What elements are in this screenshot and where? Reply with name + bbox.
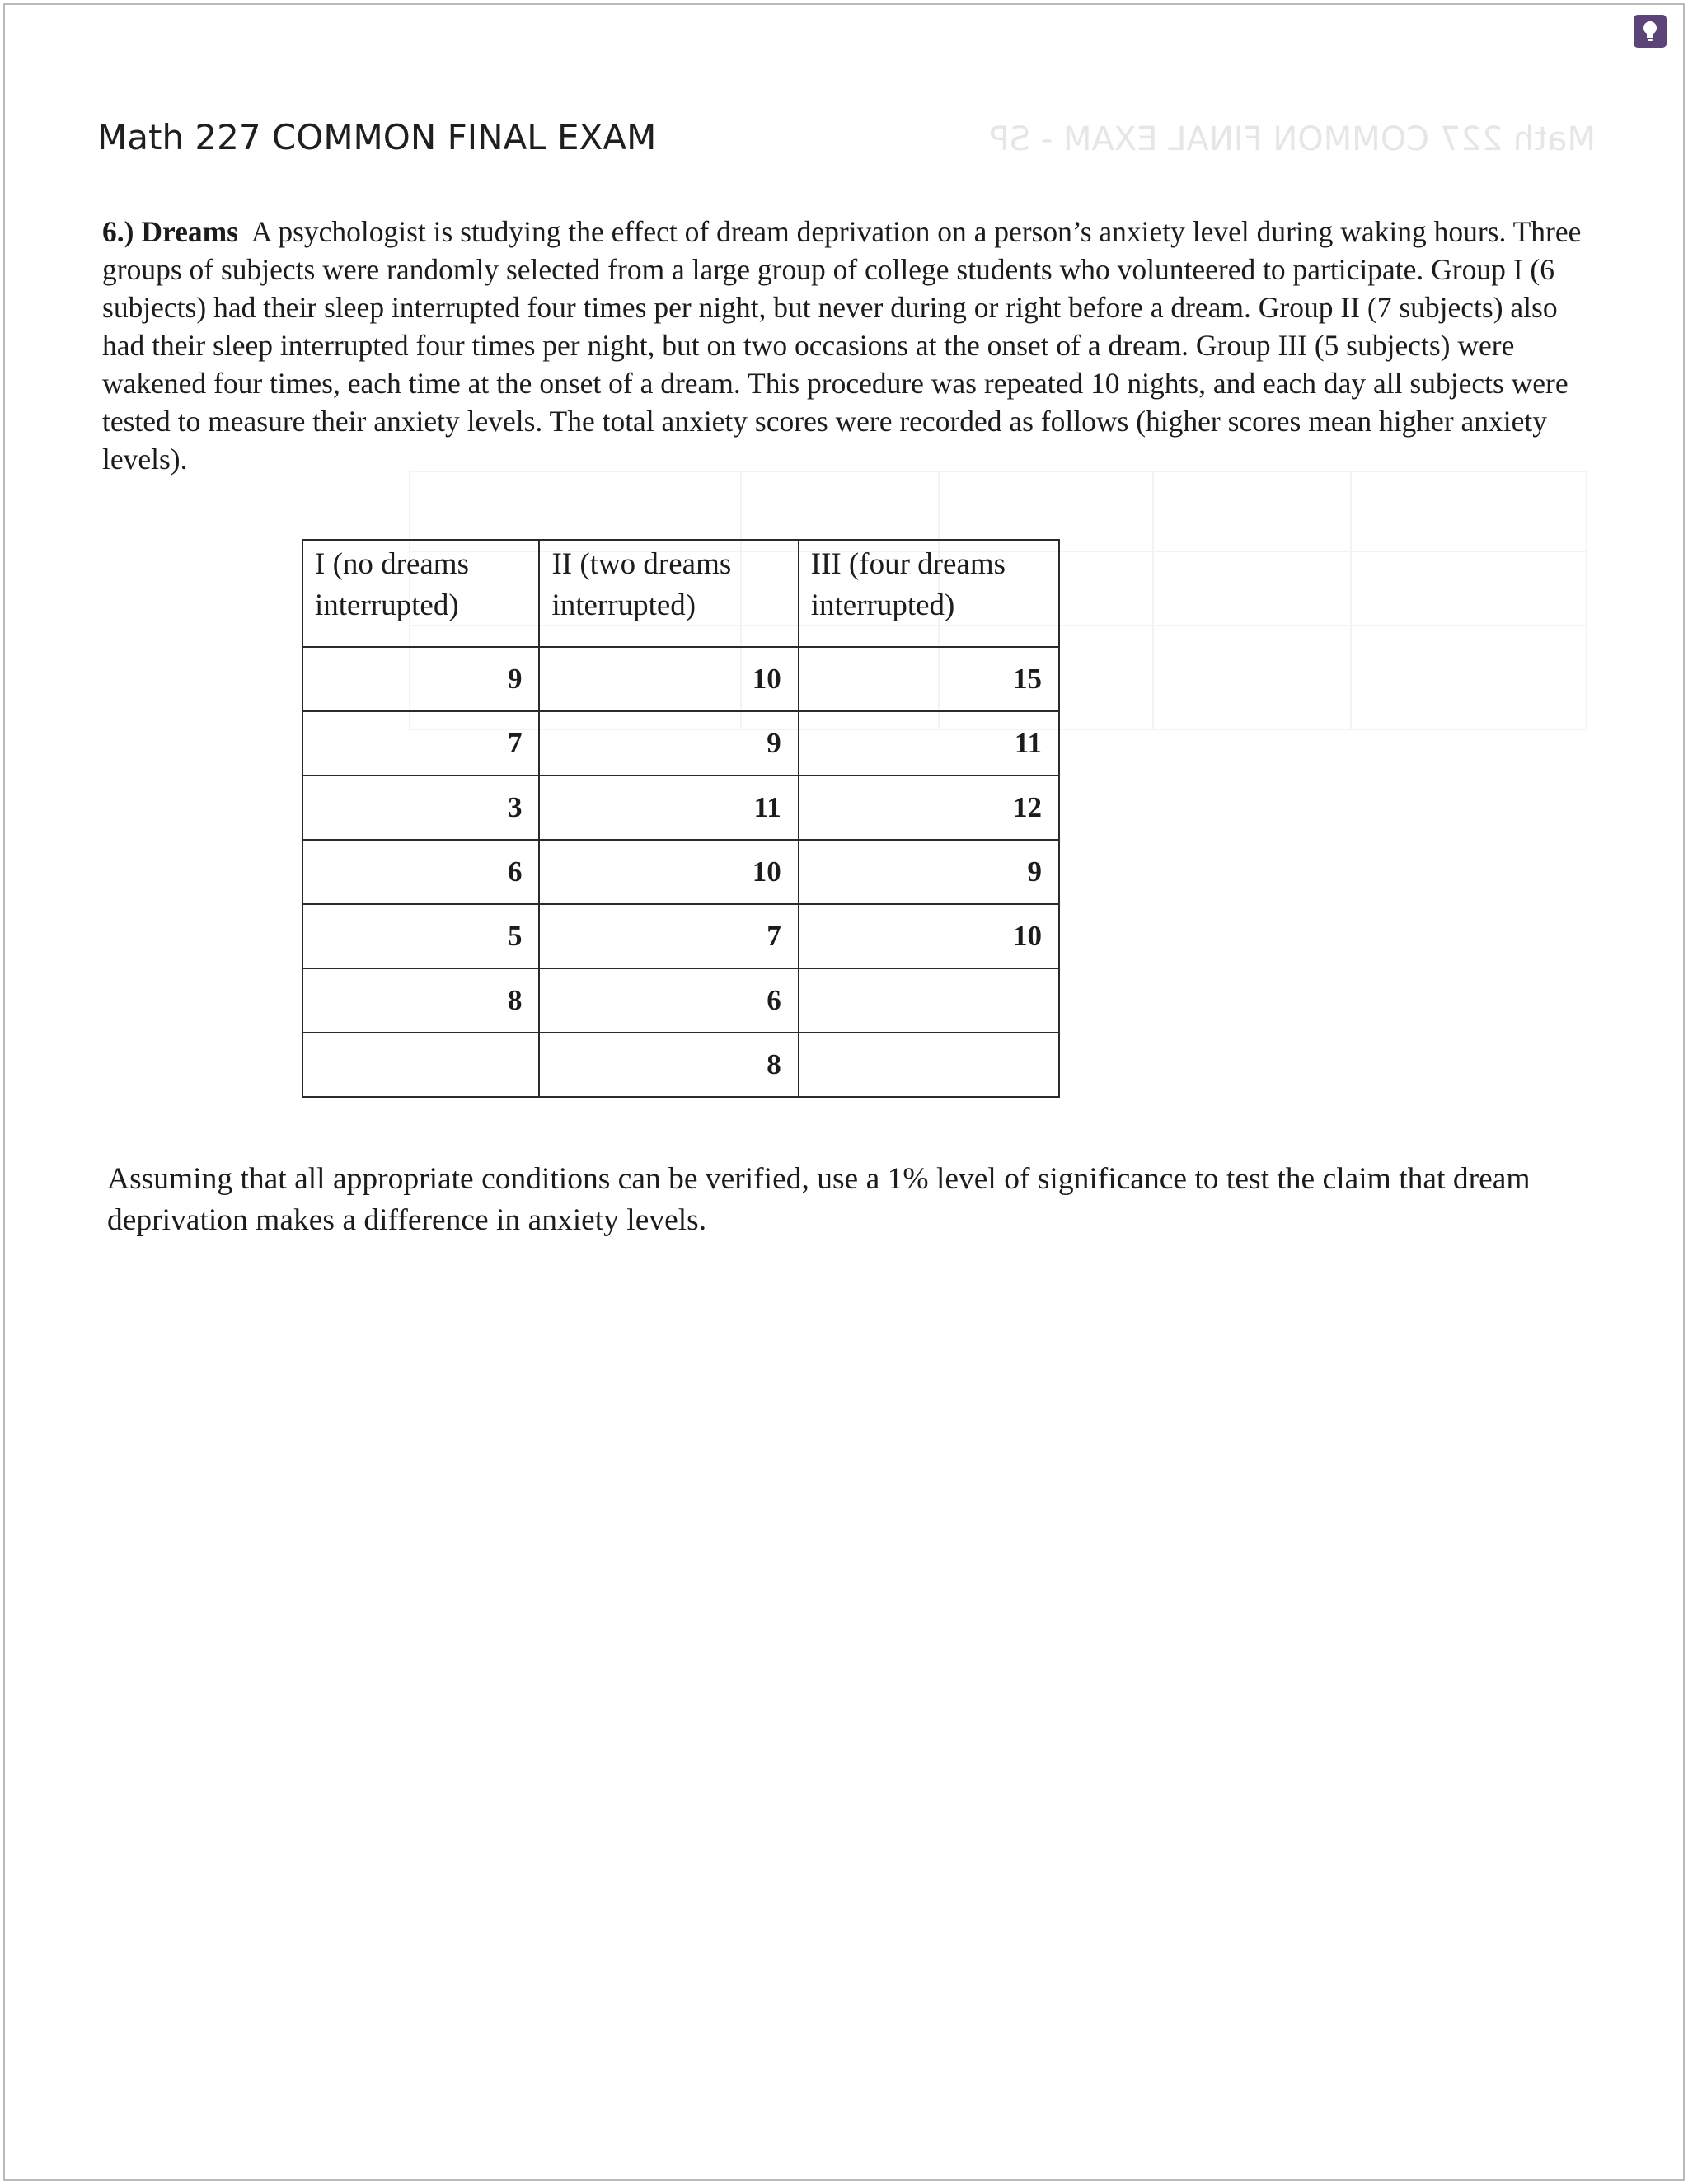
table-cell <box>302 1033 539 1097</box>
column-header: II (two dreams interrupted) <box>539 540 798 647</box>
table-cell: 8 <box>539 1033 798 1097</box>
bleed-through-header: Math 227 COMMON FINAL EXAM - SP <box>989 120 1596 158</box>
table-row <box>302 711 1059 776</box>
table-cell: 11 <box>539 776 798 840</box>
table-cell: 10 <box>539 840 798 904</box>
column-header: I (no dreams interrupted) <box>302 540 539 647</box>
problem-number-title: 6.) Dreams <box>102 215 238 248</box>
table-cell: 11 <box>799 711 1059 776</box>
table-cell: 8 <box>302 968 539 1033</box>
problem-statement <box>102 213 1602 478</box>
table-cell: 9 <box>799 840 1059 904</box>
column-header: III (four dreams interrupted) <box>799 540 1059 647</box>
table-cell <box>799 968 1059 1033</box>
table-cell: 6 <box>539 968 798 1033</box>
table-cell: 9 <box>302 647 539 711</box>
table-cell: 5 <box>302 904 539 968</box>
lightbulb-icon <box>1640 20 1660 43</box>
table-row <box>302 904 1059 968</box>
table-cell <box>799 1033 1059 1097</box>
table-cell: 10 <box>799 904 1059 968</box>
table-row <box>302 840 1059 904</box>
table-cell: 9 <box>539 711 798 776</box>
table-cell: 10 <box>539 647 798 711</box>
hint-button[interactable] <box>1634 15 1667 48</box>
table-header-row <box>302 540 1059 647</box>
exam-title: Math 227 COMMON FINAL EXAM <box>97 117 657 157</box>
table-cell: 7 <box>539 904 798 968</box>
table-row <box>302 647 1059 711</box>
table-cell: 6 <box>302 840 539 904</box>
question-prompt: Assuming that all appropriate conditions can be verified, use a 1% level of significance to test the claim that dream deprivation makes a difference in anxiety levels. <box>107 1162 1531 1237</box>
table-row <box>302 968 1059 1033</box>
anxiety-scores-table <box>302 539 1060 1098</box>
exam-page <box>3 3 1685 2181</box>
table-cell: 7 <box>302 711 539 776</box>
table-cell: 12 <box>799 776 1059 840</box>
table-cell: 15 <box>799 647 1059 711</box>
table-row <box>302 776 1059 840</box>
table-cell: 3 <box>302 776 539 840</box>
problem-text: A psychologist is studying the effect of dream deprivation on a person’s anxiety level during waking hours. Three groups of subjects were randomly selected from a large group of college students who volunteered to participate. Group I (6 subjects) had their sleep interrupted four times per night, but never during or right before a dream. Group II (7 subjects) also had their sleep interrupted four times per night, but on two occasions at the onset of a dream. Group III (5 subjects) were wakened four times, each time at the onset of a dream. This procedure was repeated 10 nights, and each day all subjects were tested to measure their anxiety levels. The total anxiety scores were recorded as follows (higher scores mean higher anxiety levels). <box>102 215 1582 476</box>
table-row <box>302 1033 1059 1097</box>
